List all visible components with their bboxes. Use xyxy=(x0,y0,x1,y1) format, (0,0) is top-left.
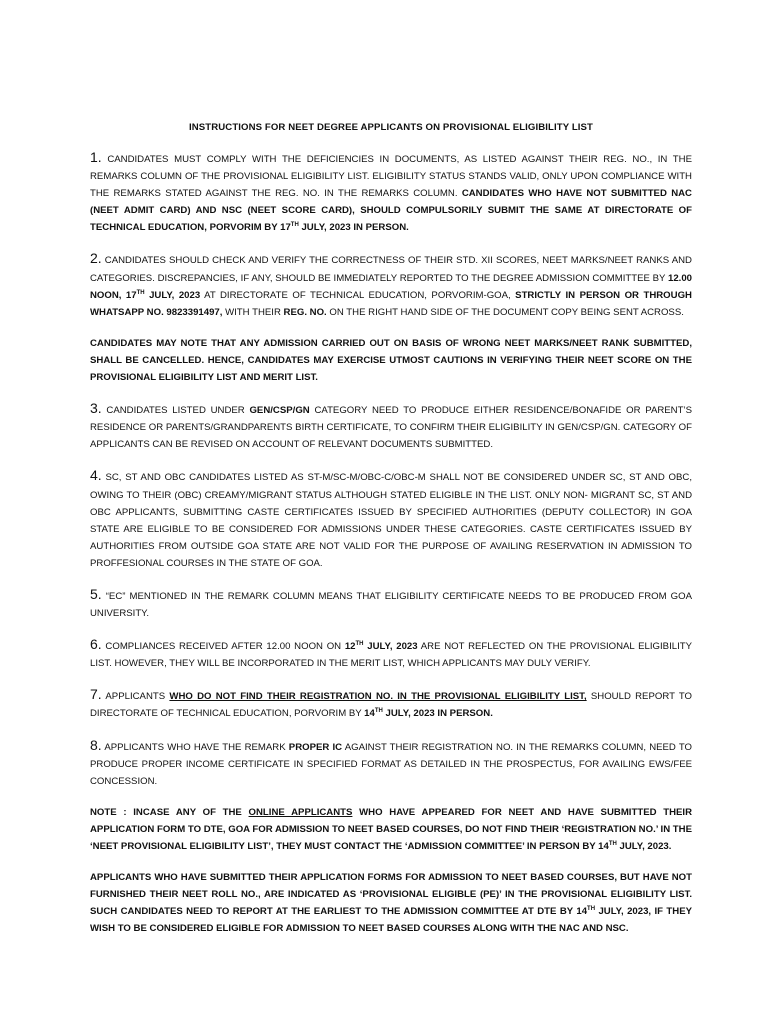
item-number: 8. xyxy=(90,736,102,753)
item-number: 5. xyxy=(90,585,102,602)
instruction-4 xyxy=(90,467,692,572)
bold-text: NOTE : INCASE ANY OF THE xyxy=(90,806,249,818)
text: AGAINST THEIR REGISTRATION NO. IN THE REMARKS COLUMN, NEED TO PRODUCE PROPER INCOME CERTIFICATE IN SPECIFIED FORMAT AS DETAILED IN THE PROSPECTUS, FOR AVAILING EWS/FEE CONCESSION. xyxy=(90,741,692,787)
final-paragraph xyxy=(90,869,692,937)
document-title: INSTRUCTIONS FOR NEET DEGREE APPLICANTS ON PROVISIONAL ELIGIBILITY LIST xyxy=(188,122,594,133)
item-number: 3. xyxy=(90,400,102,417)
instruction-5 xyxy=(90,586,692,622)
warning-paragraph: CANDIDATES MAY NOTE THAT ANY ADMISSION CARRIED OUT ON BASIS OF WRONG NEET MARKS/NEET RANK SUBMITTED, SHALL BE CANCELLED. HENCE, CANDIDATES MAY EXERCISE UTMOST CAUTIONS IN VERIFYING THEIR NEET SCORE ON THE PROVISIONAL ELIGIBILITY LIST AND MERIT LIST. xyxy=(90,337,692,384)
ordinal-suffix: TH xyxy=(290,222,299,229)
bold-text: PROPER IC xyxy=(288,741,343,753)
ordinal-suffix: TH xyxy=(355,640,364,647)
ordinal-suffix: TH xyxy=(587,906,596,913)
bold-text: JULY, 2023. xyxy=(616,841,672,852)
ordinal-suffix: TH xyxy=(374,708,383,715)
underlined-bold-text: WHO DO NOT FIND THEIR REGISTRATION NO. IN THE PROVISIONAL ELIGIBILITY LIST, xyxy=(169,691,587,703)
ordinal-suffix: TH xyxy=(608,840,617,847)
bold-text: 14 xyxy=(364,708,375,720)
bold-text: APPLICANTS WHO HAVE SUBMITTED THEIR APPLICATION FORMS FOR ADMISSION TO NEET BASED COURSES, BUT HAVE NOT FURNISHED THEIR NEET ROLL NO., ARE INDICATED AS ‘PROVISIONAL ELIGIBLE (PE)’ IN THE PROVISIONAL ELIGIBILITY LIST. SUCH CANDIDATES NEED TO REPORT AT THE EARLIEST TO THE ADMISSION COMMITTEE AT DTE BY 14 xyxy=(90,872,692,918)
item-number: 6. xyxy=(90,636,102,653)
text: “EC” MENTIONED IN THE REMARK COLUMN MEANS THAT ELIGIBILITY CERTIFICATE NEEDS TO BE PRODUCED FROM GOA UNIVERSITY. xyxy=(90,590,692,620)
instruction-8 xyxy=(90,737,692,790)
bold-text: 12.00 NOON, 17 xyxy=(90,272,692,301)
item-number: 1. xyxy=(90,149,102,165)
item-number: 7. xyxy=(90,686,102,703)
text: WITH THEIR xyxy=(222,306,284,318)
text: CANDIDATES MUST COMPLY WITH THE DEFICIENCIES IN DOCUMENTS, AS LISTED AGAINST THEIR REG. NO., IN THE REMARKS COLUMN OF THE PROVISIONAL ELIGIBILITY LIST. ELIGIBILITY STATUS STANDS VALID, ONLY UPON COMPLIANCE WITH THE REMARKS STATED AGAINST THE REG. NO. IN THE REMARKS COLUMN. xyxy=(90,154,692,200)
text: CANDIDATES LISTED UNDER xyxy=(101,405,250,417)
item-number: 4. xyxy=(90,467,102,484)
bold-text: REG. NO. xyxy=(283,306,327,318)
bold-text: GEN/CSP/GN xyxy=(249,405,310,417)
text: ON THE RIGHT HAND SIDE OF THE DOCUMENT COPY BEING SENT ACROSS. xyxy=(326,306,684,318)
bold-text: CANDIDATES WHO HAVE NOT SUBMITTED NAC (NEET ADMIT CARD) AND NSC (NEET SCORE CARD), SHOULD COMPULSORILY SUBMIT THE SAME AT DIRECTORATE OF TECHNICAL EDUCATION, PORVORIM BY 17 xyxy=(90,188,692,234)
text: APPLICANTS WHO HAVE THE REMARK xyxy=(101,741,289,753)
text: APPLICANTS xyxy=(101,691,170,703)
bold-text: JULY, 2023 IN PERSON. xyxy=(382,708,493,720)
instruction-6 xyxy=(90,636,692,672)
text: AT DIRECTORATE OF TECHNICAL EDUCATION, PORVORIM-GOA, xyxy=(200,289,516,301)
text: SHOULD REPORT TO DIRECTORATE OF TECHNICAL EDUCATION, PORVORIM BY xyxy=(90,691,692,720)
underlined-bold-text: ONLINE APPLICANTS xyxy=(248,806,353,818)
ordinal-suffix: TH xyxy=(136,289,145,296)
text: ARE NOT REFLECTED ON THE PROVISIONAL ELIGIBILITY LIST. HOWEVER, THEY WILL BE INCORPORATED IN THE MERIT LIST, WHICH APPLICANTS MAY DULY VERIFY. xyxy=(90,641,692,670)
bold-text: JULY, 2023 IN PERSON. xyxy=(298,222,409,234)
bold-text: WHO HAVE APPEARED FOR NEET AND HAVE SUBMITTED THEIR APPLICATION FORM TO DTE, GOA FOR ADMISSION TO NEET BASED COURSES, DO NOT FIND THEIR ‘REGISTRATION NO.’ IN THE ‘NEET PROVISIONAL ELIGIBILITY LIST’, THEY MUST CONTACT THE ‘ADMISSION COMMITTEE’ IN PERSON BY 14 xyxy=(90,806,692,852)
instruction-1 xyxy=(90,149,692,236)
note-paragraph xyxy=(90,804,692,855)
instruction-7 xyxy=(90,686,692,722)
instruction-2 xyxy=(90,250,692,320)
text: COMPLIANCES RECEIVED AFTER 12.00 NOON ON xyxy=(101,641,345,653)
bold-text: 12 xyxy=(344,641,356,653)
bold-text: STRICTLY IN PERSON OR THROUGH WHATSAPP NO. 9823391497, xyxy=(90,289,692,318)
text: SC, ST AND OBC CANDIDATES LISTED AS ST-M/SC-M/OBC-C/OBC-M SHALL NOT BE CONSIDERED UNDER SC, ST AND OBC, OWING TO THEIR (OBC) CREAMY/MIGRANT STATUS ALTHOUGH STATED ELIGIBLE IN THE LIST. ONLY NON- MIGRANT SC, ST AND OBC APPLICANTS, SUBMITTING CASTE CERTIFICATES ISSUED BY SPECIFIED AUTHORITIES (DEPUTY COLLECTOR) IN GOA STATE ARE ELIGIBLE TO BE CONSIDERED FOR ADMISSIONS UNDER THESE CATEGORIES. CASTE CERTIFICATES ISSUED BY AUTHORITIES FROM OUTSIDE GOA STATE ARE NOT VALID FOR THE PURPOSE OF AVAILING RESERVATION IN ADMISSION TO PROFFESIONAL COURSES IN THE STATE OF GOA. xyxy=(90,472,692,569)
text: CANDIDATES SHOULD CHECK AND VERIFY THE CORRECTNESS OF THEIR STD. XII SCORES, NEET MARKS/NEET RANKS AND CATEGORIES. DISCREPANCIES, IF ANY, SHOULD BE IMMEDIATELY REPORTED TO THE DEGREE ADMISSION COMMITTEE BY xyxy=(90,255,692,284)
instruction-3 xyxy=(90,400,692,453)
bold-text: JULY, 2023, IF THEY WISH TO BE CONSIDERED ELIGIBLE FOR ADMISSION TO NEET BASED COURSES ALONG WITH THE NAC AND NSC. xyxy=(90,906,692,935)
bold-text: JULY, 2023 xyxy=(144,289,201,301)
item-number: 2. xyxy=(90,250,102,267)
bold-text: JULY, 2023 xyxy=(363,641,418,653)
text: CATEGORY NEED TO PRODUCE EITHER RESIDENCE/BONAFIDE OR PARENT’S RESIDENCE OR PARENTS/GRANDPARENTS BIRTH CERTIFICATE, TO CONFIRM THEIR ELIGIBILITY IN GEN/CSP/GN. CATEGORY OF APPLICANTS CAN BE REVISED ON ACCOUNT OF RELEVANT DOCUMENTS SUBMITTED. xyxy=(90,405,692,451)
